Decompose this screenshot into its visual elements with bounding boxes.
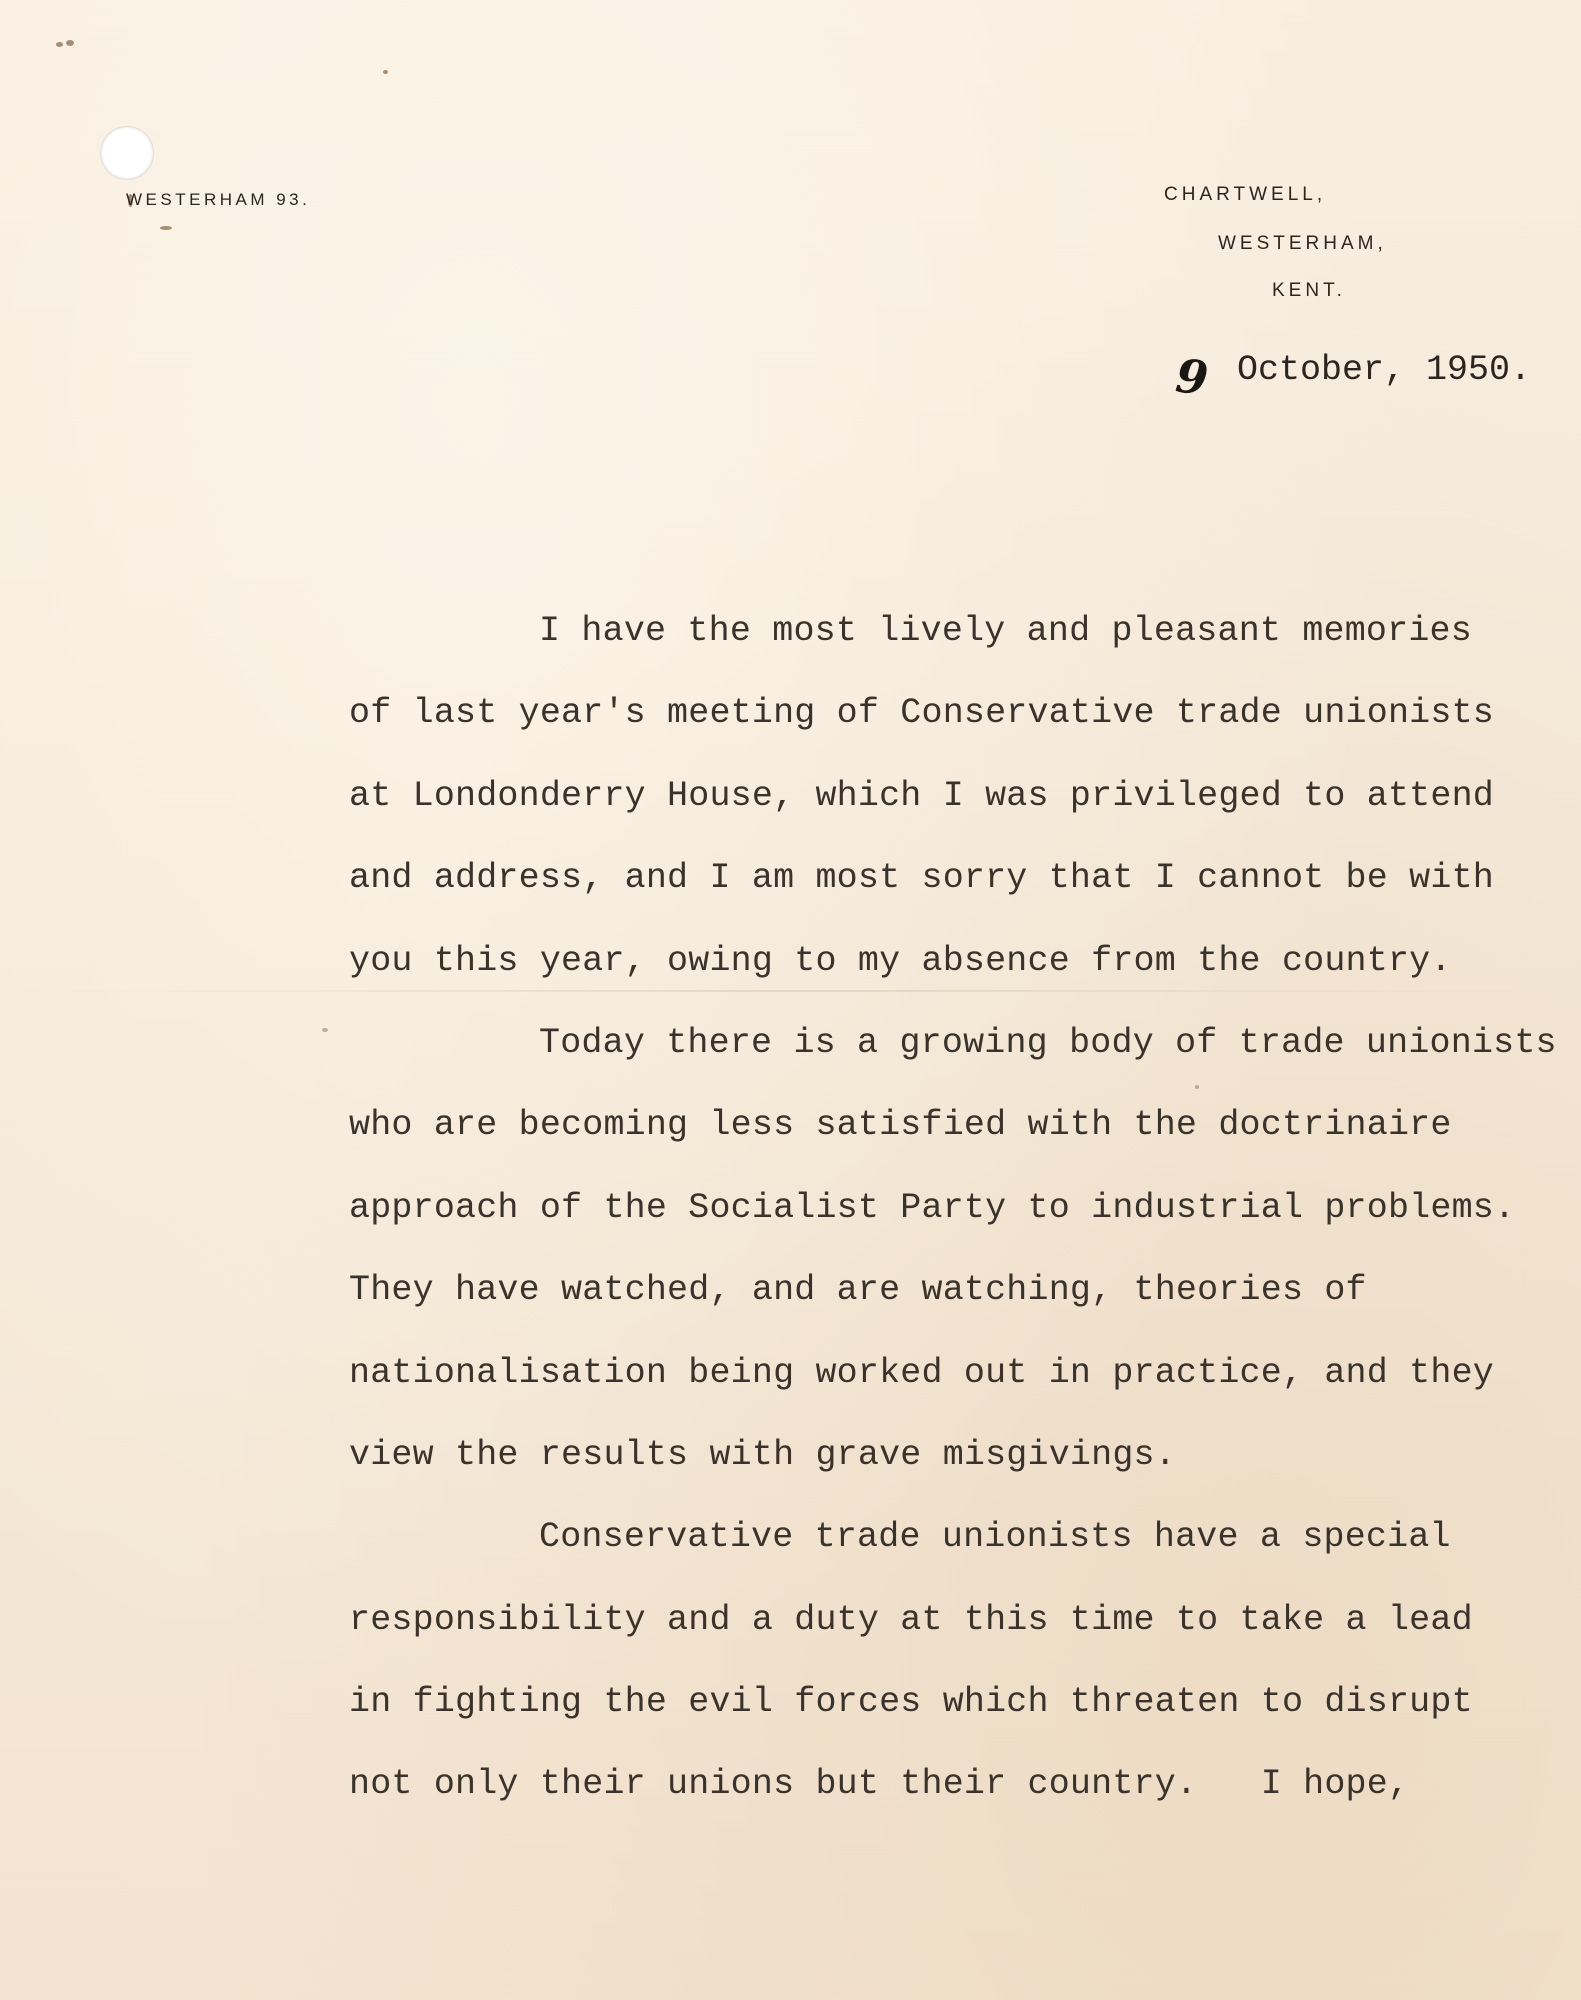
punch-hole <box>100 126 154 180</box>
body-line: who are becoming less satisfied with the doctrinaire <box>349 1105 1452 1146</box>
letterhead-phone: WESTERHAM 93. <box>126 190 311 209</box>
body-line: responsibility and a duty at this time to take a lead <box>349 1599 1473 1640</box>
body-line: They have watched, and are watching, theories of <box>349 1270 1367 1311</box>
body-line: not only their unions but their country. I hope, <box>349 1764 1410 1805</box>
letterhead-address-line3: KENT. <box>1272 280 1346 301</box>
letterhead-address-line2: WESTERHAM, <box>1218 233 1387 254</box>
body-line: view the results with grave misgivings. <box>349 1434 1176 1475</box>
paper-speck <box>383 70 388 74</box>
paper-speck <box>56 42 63 47</box>
body-line: and address, and I am most sorry that I cannot be with <box>349 858 1494 899</box>
paper-speck <box>66 40 74 46</box>
body-line: Conservative trade unionists have a special <box>539 1517 1451 1558</box>
letterhead-address-line1: CHARTWELL, <box>1164 184 1327 205</box>
date-text: October, 1950. <box>1237 350 1532 390</box>
body-line: in fighting the evil forces which threaten to disrupt <box>349 1682 1473 1723</box>
body-line: of last year's meeting of Conservative trade unionists <box>349 693 1494 734</box>
body-line: Today there is a growing body of trade unionists <box>539 1022 1557 1063</box>
paper-speck <box>160 226 172 230</box>
body-line: nationalisation being worked out in practice, and they <box>349 1352 1494 1393</box>
date-day-handwritten: 9 <box>1173 348 1211 406</box>
body-line: you this year, owing to my absence from the country. <box>349 940 1452 981</box>
body-line: approach of the Socialist Party to industrial problems. <box>349 1187 1516 1228</box>
paper-speck <box>322 1028 328 1032</box>
body-line: I have the most lively and pleasant memories <box>539 611 1472 651</box>
letter-body <box>349 590 1569 1826</box>
body-line: at Londonderry House, which I was privileged to attend <box>349 775 1494 816</box>
